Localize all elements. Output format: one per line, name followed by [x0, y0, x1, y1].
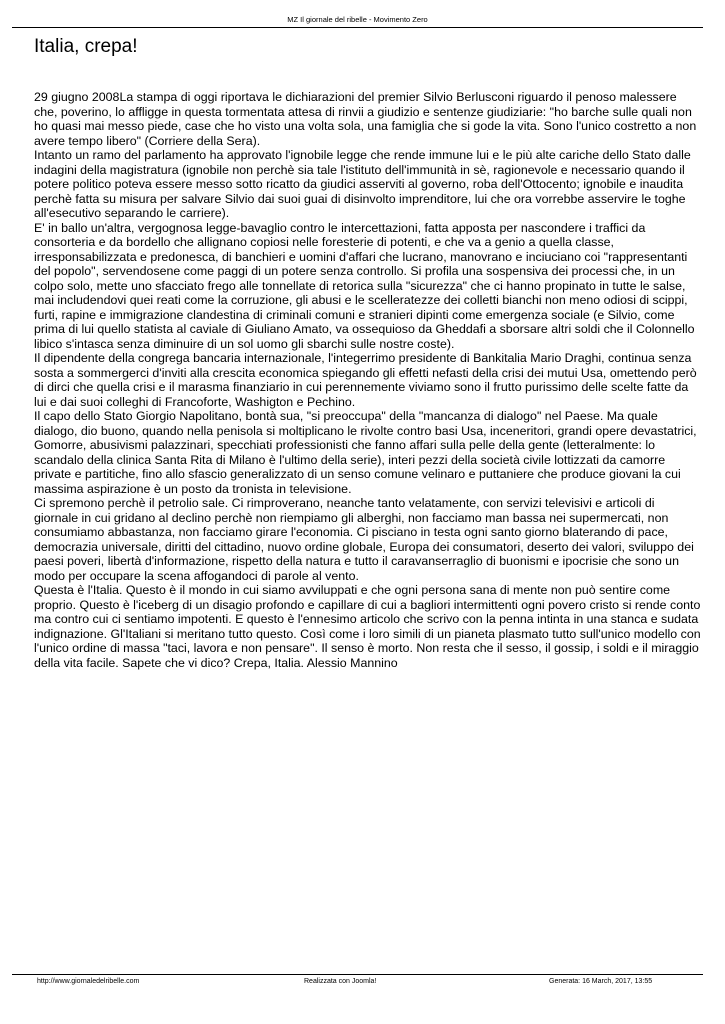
footer-url-link[interactable]: http://www.giornaledelribelle.com — [37, 978, 140, 985]
article-paragraph: Il dipendente della congrega bancaria internazionale, l'integerrimo presidente di Bankitalia Mario Draghi, continua senza sosta a sommergerci d'inviti alla crescita economica spiegando gli effetti nefasti della crisi dei mutui Usa, omettendo però di dirci che quella crisi e il marasma finanziario in cui perennemente viviamo sono il frutto purissimo delle scelte fatte da lui e dai suoi colleghi di Francoforte, Washigton e Pechino. — [34, 351, 697, 409]
article-body — [34, 90, 701, 670]
site-title: MZ Il giornale del ribelle - Movimento Zero — [287, 15, 428, 24]
article-paragraph: 29 giugno 2008La stampa di oggi riportava le dichiarazioni del premier Silvio Berlusconi riguardo il penoso malessere che, poverino, lo affligge in questa tormentata attesa di rinvii a giudizio e sentenze giudiziarie: "ho barche sulle quali non ho quasi mai messo piede, case che ho visto una volta sola, una famiglia che si gode la vita. Sono l'unico costretto a non avere tempo libero" (Corriere della Sera). — [34, 90, 697, 148]
page-header — [12, 14, 703, 28]
article-paragraph: Questa è l'Italia. Questo è il mondo in cui siamo avviluppati e che ogni persona sana di mente non può sentire come proprio. Questo è l'iceberg di un disagio profondo e capillare di cui a bagliori intermittenti ogni povero cristo si rende conto ma contro cui ci sentiamo impotenti. E questo è l'ennesimo articolo che scrivo con la penna intinta in una stanca e sudata indignazione. Gl'Italiani si meritano tutto questo. Così come i loro simili di un pianeta plasmato tutto sull'unico modello con l'unico ordine di massa "taci, lavora e non pensare". Il senso è morto. Non resta che il sesso, il gossip, i soldi e il miraggio della vita facile. Sapete che vi dico? Crepa, Italia. Alessio Mannino — [34, 583, 701, 670]
page-footer — [12, 974, 703, 985]
article-title: Italia, crepa! — [34, 36, 138, 57]
article-paragraph: E' in ballo un'altra, vergognosa legge-bavaglio contro le intercettazioni, fatta apposta per nascondere i traffici da consorteria e da bordello che allignano copiosi nelle foresterie di potenti, e che va a genio a quella classe, irresponsabilizzata e predonesca, di banchieri e uomini d'affari che lucrano, manovrano e inciuciano coi "rappresentanti del popolo", servendosene come paggi di un potere senza controllo. Si profila una sospensiva dei processi che, in un colpo solo, mette uno sfacciato frego alle tonnellate di retorica sulla "sicurezza" che ci hanno propinato in tutte le salse, mai includendovi quei reati come la corruzione, gli abusi e le scelleratezze dei colletti bianchi non meno odiosi di scippi, furti, rapine e immigrazione clandestina di criminali comuni e stranieri dipinti come emergenza sociale (e Silvio, come prima di lui quello statista al caviale di Giuliano Amato, va ossequioso da Gheddafi a sborsare altri soldi che il Colonnello libico s'intasca senza diminuire di un sol uomo gli sbarchi sulle nostre coste). — [34, 220, 695, 351]
article-paragraph: Ci spremono perchè il petrolio sale. Ci rimproverano, neanche tanto velatamente, con servizi televisivi e articoli di giornale in cui gridano al declino perchè non riempiamo gli alberghi, non facciamo man bassa nei supermercati, non consumiamo abbastanza, non facciamo girare l'economia. Ci pisciano in testa ogni santo giorno blaterando di pace, democrazia universale, diritti del cittadino, nuovo ordine globale, Europa dei consumatori, deserto dei valori, sviluppo dei paesi poveri, libertà d'informazione, rispetto della natura e tutto il caravanserraglio di buonismi e ipocrisie che sono un modo per occupare la scena affogandoci di parole al vento. — [34, 496, 694, 583]
footer-powered-by: Realizzata con Joomla! — [304, 978, 377, 985]
article-paragraph: Intanto un ramo del parlamento ha approvato l'ignobile legge che rende immune lui e le più alte cariche dello Stato dalle indagini della magistratura (ignobile non perchè sia tale l'istituto dell'immunità in sè, ragionevole e necessario quando il potere politico poteva essere messo sotto ricatto da giudici asserviti al governo, roba dell'Ottocento; ignobile e inaudita perchè fatta su misura per salvare Silvio dai suoi guai di disinvolto imprenditore, lui che ora vorrebbe asservire le toghe all'esecutivo separando le carriere). — [34, 148, 691, 220]
article-paragraph: Il capo dello Stato Giorgio Napolitano, bontà sua, "si preoccupa" della "mancanza di dialogo" nel Paese. Ma quale dialogo, dio buono, quando nella penisola si moltiplicano le rivolte contro basi Usa, inceneritori, grandi opere devastatrici, Gomorre, abusivismi palazzinari, specchiati professionisti che fanno affari sulla pelle della gente (letteralmente: lo scandalo della clinica Santa Rita di Milano è l'ultimo della serie), interi pezzi della società civile lottizzati da camorre private e partitiche, fino allo sfascio generalizzato di un senso comune velinaro e puttaniere che produce giovani la cui massima aspirazione è un posto da tronista in televisione. — [34, 409, 697, 496]
footer-generated-date: Generata: 16 March, 2017, 13:55 — [549, 978, 653, 985]
